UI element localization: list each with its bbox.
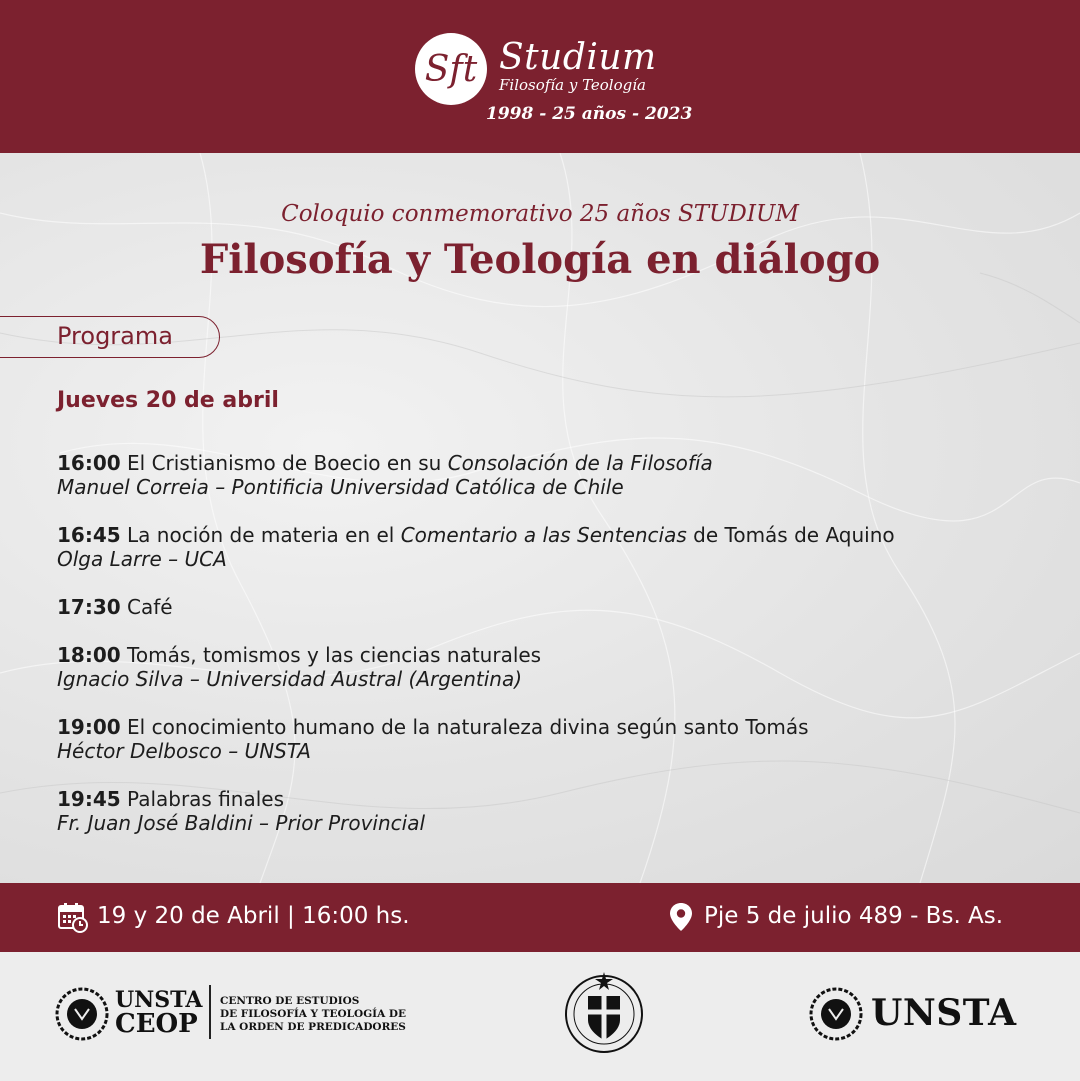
calendar-icon: [57, 901, 89, 933]
item-time: 18:00: [57, 643, 121, 667]
program-item: [57, 523, 895, 571]
unsta-wordmark: UNSTA: [871, 992, 1017, 1034]
item-title: La noción de materia en el: [127, 523, 401, 547]
event-date-time: 19 y 20 de Abril | 16:00 hs.: [97, 903, 410, 929]
item-title: Café: [127, 595, 173, 619]
program-label: Programa: [57, 322, 173, 350]
item-title: Palabras finales: [127, 787, 285, 811]
event-title: Filosofía y Teología en diálogo: [199, 236, 881, 283]
ceop-line-ceop: CEOP: [115, 1009, 198, 1039]
ceop-divider: [209, 985, 211, 1039]
ceop-desc-line: CENTRO DE ESTUDIOS: [220, 995, 360, 1007]
program-item: [57, 451, 713, 499]
svg-text:Sft: Sft: [424, 49, 478, 90]
item-title-work: Consolación de la Filosofía: [447, 451, 713, 475]
item-speaker: Ignacio Silva – Universidad Austral (Argentina): [57, 667, 523, 691]
item-speaker: Héctor Delbosco – UNSTA: [57, 739, 311, 763]
item-time: 16:00: [57, 451, 121, 475]
program-item: [57, 715, 809, 763]
location-pin-icon: [669, 902, 693, 932]
ceop-desc-line: LA ORDEN DE PREDICADORES: [220, 1021, 406, 1033]
event-subtitle: Coloquio conmemorativo 25 años STUDIUM: [281, 201, 799, 227]
unsta-seal-icon: [55, 987, 109, 1041]
ceop-description: [220, 995, 406, 1034]
brand-subtitle: Filosofía y Teología: [499, 76, 646, 94]
item-time: 17:30: [57, 595, 121, 619]
item-title: Tomás, tomismos y las ciencias naturales: [127, 643, 542, 667]
item-title-tail: de Tomás de Aquino: [686, 523, 895, 547]
ceop-line-unsta: UNSTA: [115, 987, 203, 1013]
event-address: Pje 5 de julio 489 - Bs. As.: [704, 903, 1004, 929]
header-band: [0, 0, 1080, 153]
program-item: [57, 643, 541, 691]
program-item: [57, 787, 425, 835]
ceop-name: [115, 987, 203, 1039]
anniversary-years: 1998 - 25 años - 2023: [486, 104, 693, 124]
item-speaker: Olga Larre – UCA: [57, 547, 227, 571]
item-time: 16:45: [57, 523, 121, 547]
item-time: 19:00: [57, 715, 121, 739]
program-day: Jueves 20 de abril: [57, 388, 279, 413]
ceop-desc-line: DE FILOSOFÍA Y TEOLOGÍA DE: [220, 1008, 406, 1020]
unsta-seal-icon: [809, 987, 863, 1041]
brand-block: [499, 38, 657, 94]
item-title: El Cristianismo de Boecio en su: [127, 451, 448, 475]
item-speaker: Manuel Correia – Pontificia Universidad Católica de Chile: [57, 475, 624, 499]
item-title-work: Comentario a las Sentencias: [400, 523, 687, 547]
brand-name: Studium: [499, 37, 657, 78]
program-item: [57, 595, 173, 619]
studium-logo-icon: [414, 32, 488, 106]
item-speaker: Fr. Juan José Baldini – Prior Provincial: [57, 811, 426, 835]
item-title: El conocimiento humano de la naturaleza divina según santo Tomás: [127, 715, 809, 739]
item-time: 19:45: [57, 787, 121, 811]
dominican-shield-icon: [563, 968, 645, 1054]
